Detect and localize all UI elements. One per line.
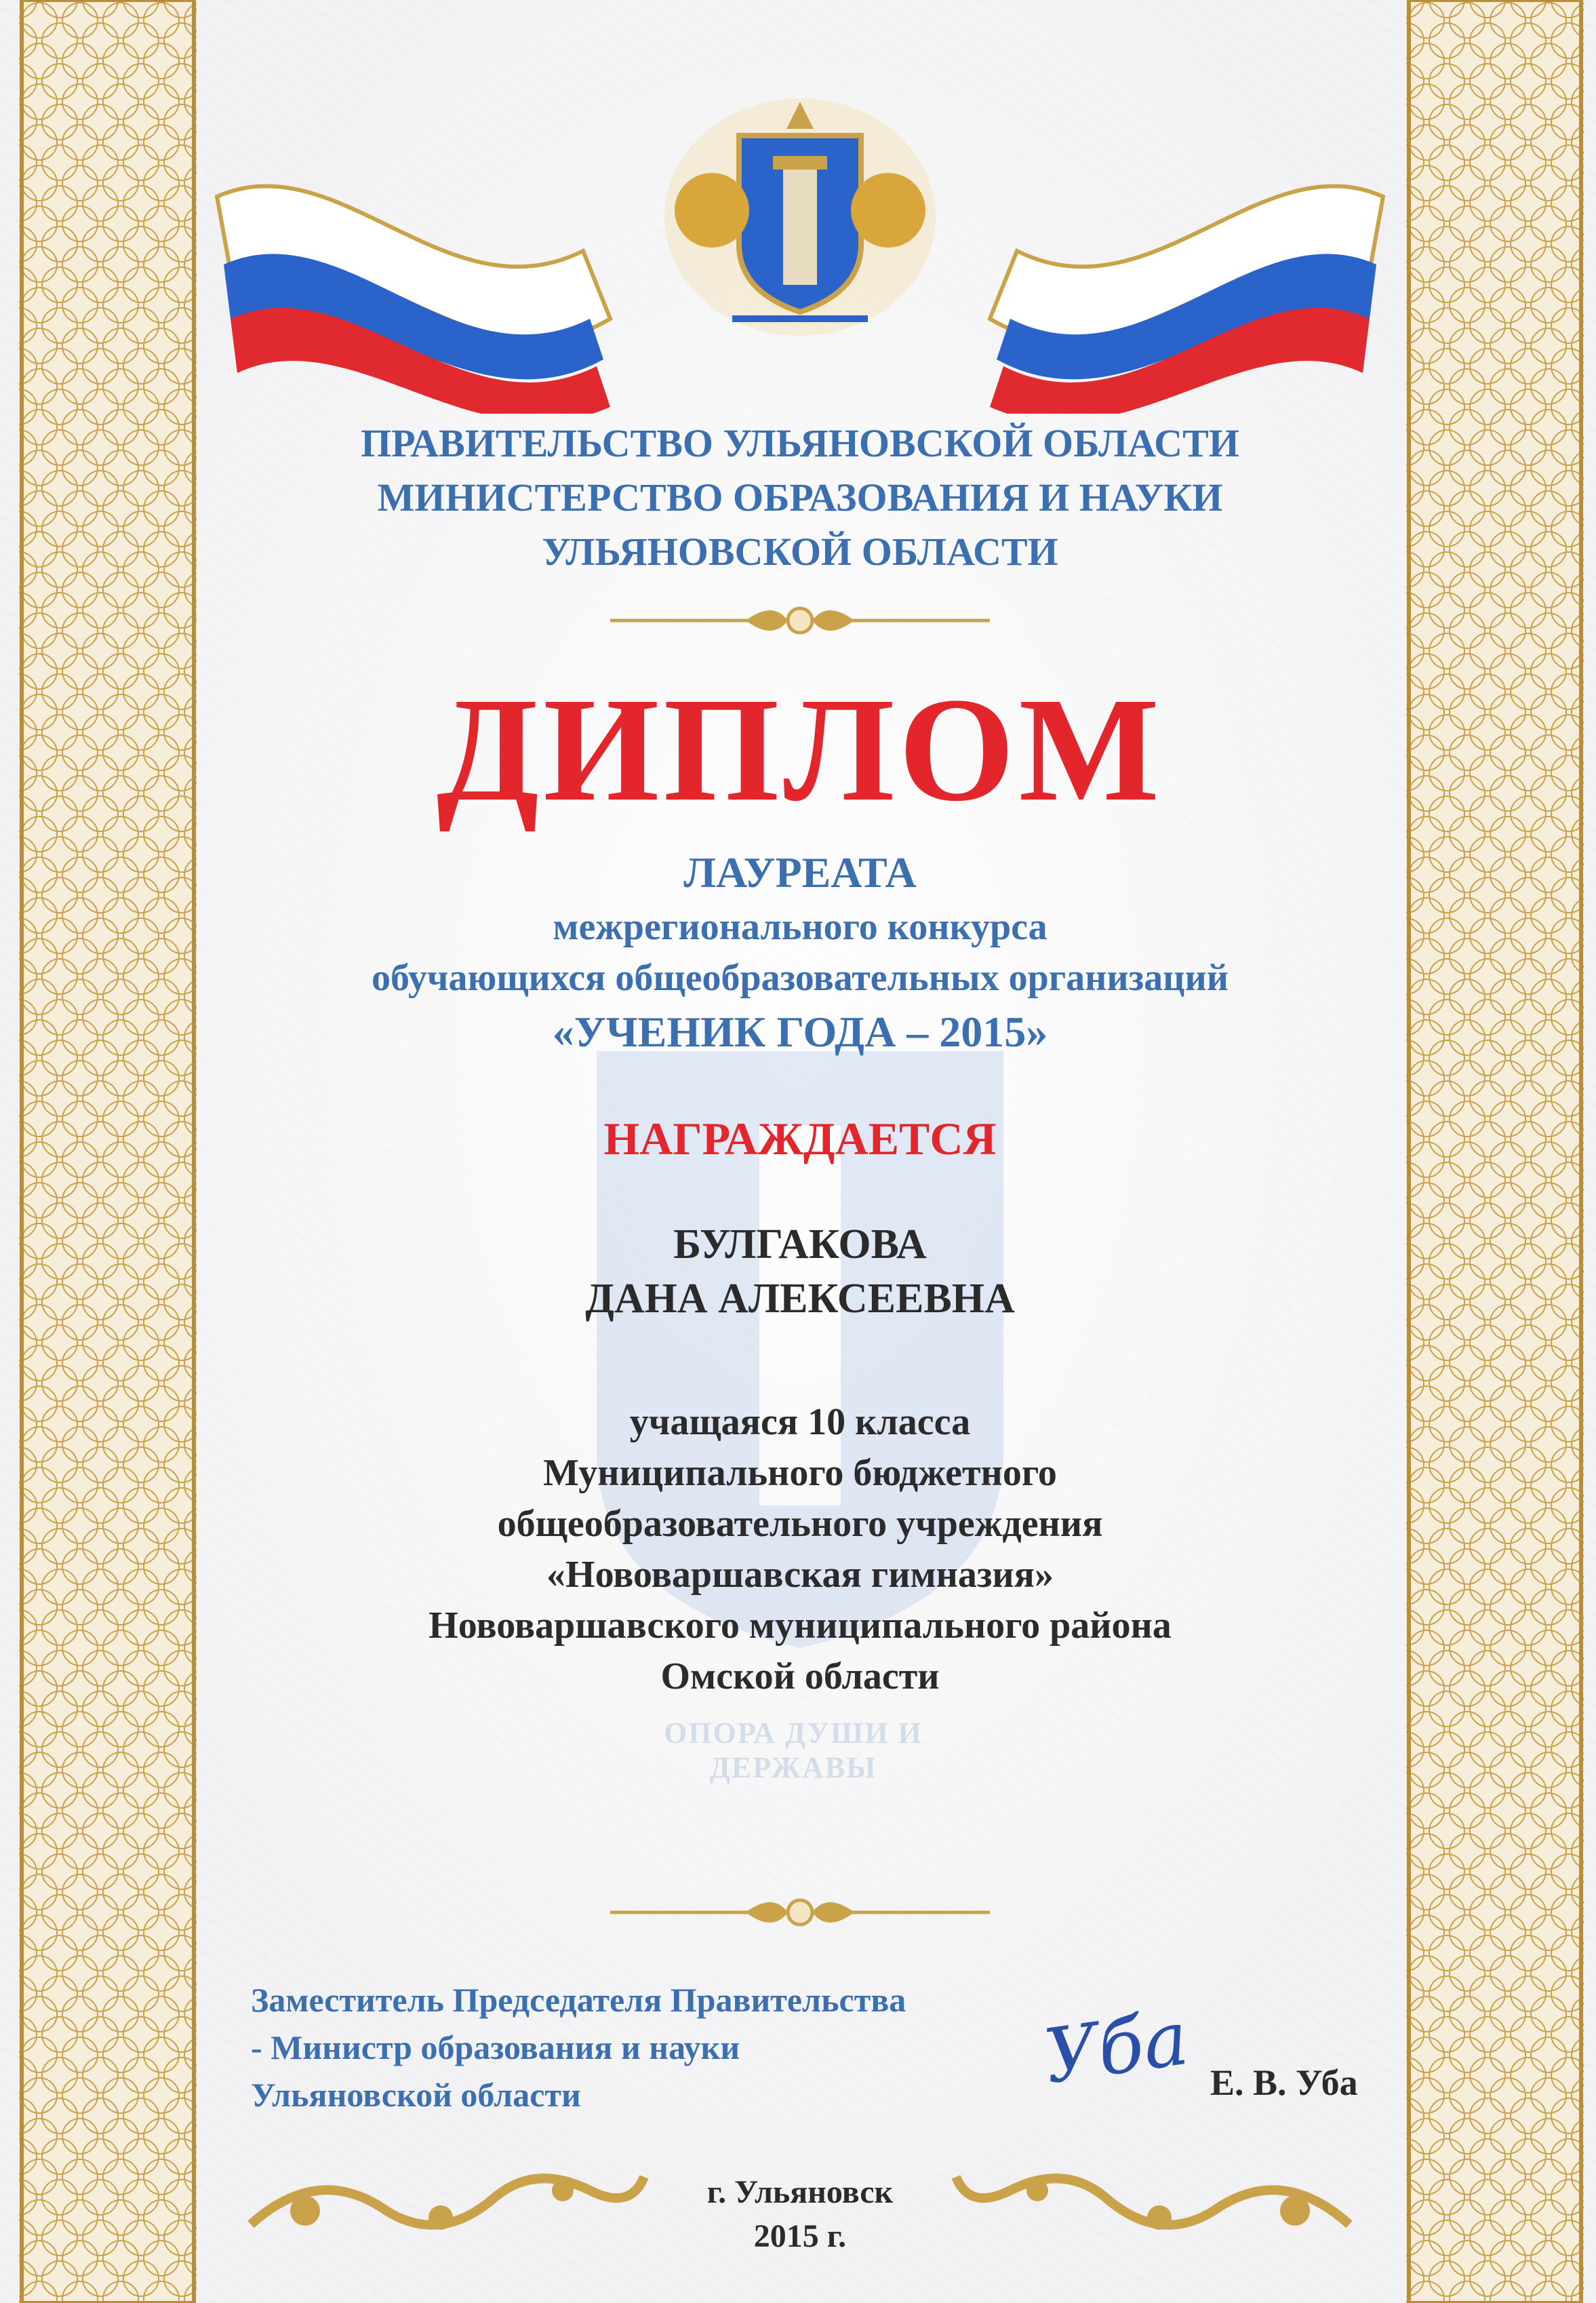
recipient-surname: БУЛГАКОВА [673,1221,927,1267]
details-line-4: «Нововаршавская гимназия» [546,1554,1054,1596]
contest-line-2: обучающихся общеобразовательных организаций [372,957,1229,999]
signatory-title-line-3: Ульяновской области [251,2076,581,2114]
coat-of-arms-emblem [651,88,949,346]
handwritten-signature: Уба [1039,1994,1194,2101]
laureate-label: ЛАУРЕАТА [683,848,917,897]
divider-ornament-bottom [610,1892,990,1933]
footer-year: 2015 г. [753,2218,847,2254]
contest-line-1: межрегионального конкурса [553,906,1048,948]
russian-flag-left [203,115,651,414]
header-line-2: МИНИСТЕРСТВО ОБРАЗОВАНИЯ И НАУКИ [377,475,1223,519]
awarded-label: НАГРАЖДАЕТСЯ [603,1113,997,1164]
signatory-title-line-1: Заместитель Председателя Правительства [251,1981,906,2019]
recipient-name: ДАНА АЛЕКСЕЕВНА [585,1276,1015,1322]
details-line-2: Муниципального бюджетного [543,1452,1057,1494]
watermark-motto: ОПОРА ДУШИ И ДЕРЖАВЫ [664,1716,923,1784]
right-ornamental-border [1406,0,1584,2303]
footer-city: г. Ульяновск [706,2174,894,2210]
signatory-name: Е. В. Уба [1210,2062,1358,2103]
details-line-6: Омской области [660,1655,940,1697]
header-line-3: УЛЬЯНОВСКОЙ ОБЛАСТИ [542,530,1058,574]
details-line-3: общеобразовательного учреждения [497,1503,1103,1545]
diploma-title: ДИПЛОМ [436,667,1164,832]
divider-ornament-top [610,600,990,641]
header-line-1: ПРАВИТЕЛЬСТВО УЛЬЯНОВСКОЙ ОБЛАСТИ [361,421,1239,465]
contest-name: «УЧЕНИК ГОДА – 2015» [552,1008,1048,1056]
russian-flag-right [949,115,1397,414]
left-ornamental-border [19,0,197,2303]
details-line-5: Нововаршавского муниципального района [428,1605,1172,1647]
signatory-title-line-2: - Министр образования и науки [251,2028,740,2066]
details-line-1: учащаяся 10 класса [629,1401,971,1443]
